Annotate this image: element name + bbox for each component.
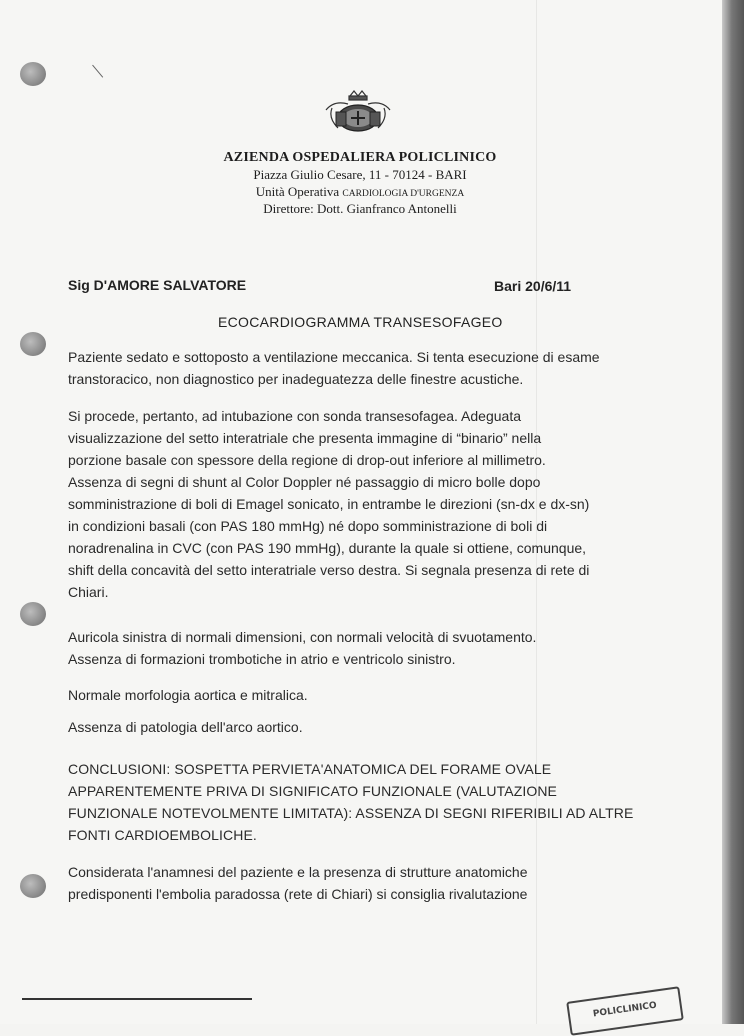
unit-prefix: Unità Operativa xyxy=(255,184,343,199)
report-line: shift della concavità del setto interatriale verso destra. Si segnala presenza di rete di xyxy=(68,562,590,578)
punch-hole xyxy=(20,332,46,356)
report-line: Paziente sedato e sottoposto a ventilazione meccanica. Si tenta esecuzione di esame xyxy=(68,349,600,365)
hospital-name: AZIENDA OSPEDALIERA POLICLINICO xyxy=(223,150,497,165)
report-paragraph xyxy=(68,716,658,738)
exam-title: ECOCARDIOGRAMMA TRANSESOFAGEO xyxy=(218,314,503,330)
pen-mark xyxy=(92,58,111,77)
report-paragraph xyxy=(68,346,658,390)
report-line: porzione basale con spessore della regione di drop-out inferiore al millimetro. xyxy=(68,452,546,468)
patient-name: Sig D'AMORE SALVATORE xyxy=(68,277,247,293)
hospital-stamp: POLICLINICO xyxy=(566,986,684,1036)
coat-of-arms-icon xyxy=(322,90,394,136)
place-date: Bari 20/6/11 xyxy=(494,278,572,294)
report-line: Assenza di patologia dell'arco aortico. xyxy=(68,719,303,735)
report-paragraph xyxy=(68,861,658,905)
scan-edge-shadow xyxy=(722,0,744,1024)
unit-name: CARDIOLOGIA D'URGENZA xyxy=(342,189,465,199)
report-line: visualizzazione del setto interatriale che presenta immagine di “binario” nella xyxy=(68,430,542,446)
report-line: noradrenalina in CVC (con PAS 190 mmHg), durante la quale si ottiene, comunque, xyxy=(68,540,587,556)
report-line: Auricola sinistra di normali dimensioni, con normali velocità di svuotamento. xyxy=(68,629,537,645)
report-line: transtoracico, non diagnostico per inadeguatezza delle finestre acustiche. xyxy=(68,371,524,387)
report-paragraph xyxy=(68,626,658,670)
report-paragraph xyxy=(68,684,658,706)
report-paragraph xyxy=(68,405,658,603)
report-line: predisponenti l'embolia paradossa (rete di Chiari) si consiglia rivalutazione xyxy=(68,886,528,902)
director-line: Direttore: Dott. Gianfranco Antonelli xyxy=(263,201,457,216)
report-line: FONTI CARDIOEMBOLICHE. xyxy=(68,827,257,843)
conclusions-paragraph xyxy=(68,758,658,846)
hospital-address: Piazza Giulio Cesare, 11 - 70124 - BARI xyxy=(253,167,467,182)
punch-hole xyxy=(20,62,46,86)
report-line: Assenza di formazioni trombotiche in atrio e ventricolo sinistro. xyxy=(68,651,456,667)
report-line: in condizioni basali (con PAS 180 mmHg) né dopo somministrazione di boli di xyxy=(68,518,548,534)
punch-hole xyxy=(20,602,46,626)
report-line: Normale morfologia aortica e mitralica. xyxy=(68,687,308,703)
report-line: Assenza di segni di shunt al Color Doppler né passaggio di micro bolle dopo xyxy=(68,474,541,490)
report-line: somministrazione di boli di Emagel sonicato, in entrambe le direzioni (sn-dx e dx-sn) xyxy=(68,496,590,512)
operating-unit xyxy=(160,184,560,200)
footer-rule xyxy=(22,998,252,1000)
report-line: APPARENTEMENTE PRIVA DI SIGNIFICATO FUNZIONALE (VALUTAZIONE xyxy=(68,783,557,799)
report-line: CONCLUSIONI: SOSPETTA PERVIETA'ANATOMICA DEL FORAME OVALE xyxy=(68,761,552,777)
report-line: FUNZIONALE NOTEVOLMENTE LIMITATA): ASSENZA DI SEGNI RIFERIBILI AD ALTRE xyxy=(68,805,634,821)
punch-hole xyxy=(20,874,46,898)
report-line: Si procede, pertanto, ad intubazione con sonda transesofagea. Adeguata xyxy=(68,408,522,424)
report-line: Considerata l'anamnesi del paziente e la presenza di strutture anatomiche xyxy=(68,864,528,880)
report-line: Chiari. xyxy=(68,584,109,600)
